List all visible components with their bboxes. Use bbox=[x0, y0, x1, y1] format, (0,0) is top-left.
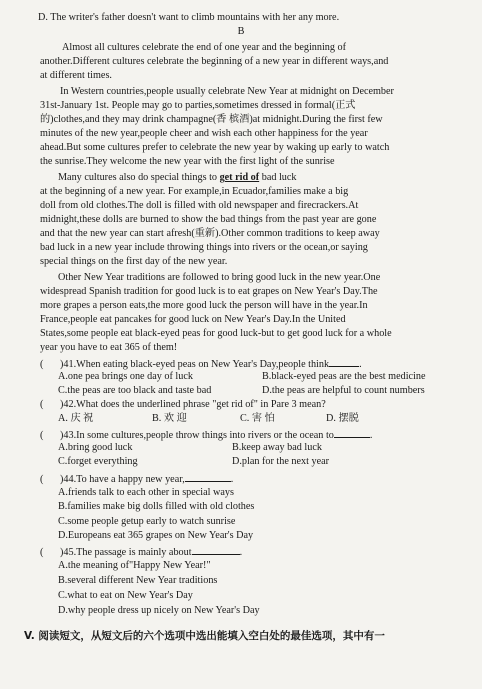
question-stem: )44.To have a happy new year, bbox=[60, 474, 185, 485]
para2-line6: the sunrise.They welcome the new year with the first light of the sunrise bbox=[40, 156, 335, 167]
question-end: . bbox=[230, 474, 234, 485]
q43-option-d: D.plan for the next year bbox=[232, 456, 330, 467]
q41-option-b: B.black-eyed peas are the best medicine bbox=[262, 371, 426, 382]
q44-option-b: B.families make big dolls filled with old clothes bbox=[58, 501, 255, 512]
para3-line1-end: bad luck bbox=[259, 172, 297, 183]
answer-bracket: ( bbox=[40, 547, 44, 558]
para3-line4: midnight,these dolls are burned to show the bad things from the past year are gone bbox=[40, 214, 377, 225]
q43-option-a: A.bring good luck bbox=[58, 442, 133, 453]
q42-option-a: A. 庆 祝 bbox=[58, 413, 94, 424]
para3-line1-text: Many cultures also do special things to bbox=[58, 172, 220, 183]
question-end: . bbox=[239, 547, 243, 558]
para3-line1 bbox=[58, 172, 297, 184]
question-44 bbox=[40, 472, 233, 486]
answer-bracket: ( bbox=[40, 430, 44, 441]
question-stem: )42.What does the underlined phrase "get rid of" in Pare 3 mean? bbox=[60, 399, 326, 410]
option-d-prev: D. The writer's father doesn't want to climb mountains with her any more. bbox=[38, 12, 340, 23]
answer-blank bbox=[185, 472, 231, 482]
para2-line1: In Western countries,people usually celebrate New Year at midnight on December bbox=[60, 86, 394, 97]
question-42 bbox=[40, 399, 326, 411]
para3-line5: and that the new year can start afresh(重新).Other common traditions to keep away bbox=[40, 228, 380, 239]
para4-line4: France,people eat pancakes for good luck on New Year's Day.In the United bbox=[40, 314, 346, 325]
q44-option-c: C.some people getup early to watch sunrise bbox=[58, 516, 236, 527]
para4-line2: widespread Spanish tradition for good luck is to eat grapes on New Year's Day.The bbox=[40, 286, 378, 297]
para4-line1: Other New Year traditions are followed to bring good luck in the new year.One bbox=[58, 272, 381, 283]
q41-option-c: C.the peas are too black and taste bad bbox=[58, 385, 212, 396]
q43-option-b: B.keep away bad luck bbox=[232, 442, 322, 453]
q45-option-a: A.the meaning of"Happy New Year!" bbox=[58, 560, 211, 571]
q42-option-c: C. 害 怕 bbox=[240, 413, 275, 424]
passage-label: B bbox=[237, 26, 245, 37]
para3-line6: bad luck in a new year include throwing things into rivers or the ocean,or saying bbox=[40, 242, 368, 253]
para4-line5: States,some people eat black-eyed peas for good luck-but to get good luck for a whole bbox=[40, 328, 392, 339]
question-45 bbox=[40, 545, 242, 559]
section-v-heading: V. 阅读短文，从短文后的六个选项中选出能填入空白处的最佳选项，其中有一 bbox=[24, 630, 385, 642]
para3-line3: doll from old clothes.The doll is filled with old newspaper and firecrackers.At bbox=[40, 200, 359, 211]
q45-option-c: C.what to eat on New Year's Day bbox=[58, 590, 193, 601]
para1-line2: another.Different cultures celebrate the beginning of a new year in different ways,and bbox=[40, 56, 389, 67]
question-41 bbox=[40, 357, 362, 371]
para1-line3: at different times. bbox=[40, 70, 112, 81]
answer-blank bbox=[334, 428, 370, 438]
q43-option-c: C.forget everything bbox=[58, 456, 138, 467]
answer-blank bbox=[329, 357, 359, 367]
q41-option-d: D.the peas are helpful to count numbers bbox=[262, 385, 425, 396]
q41-option-a: A.one pea brings one day of luck bbox=[58, 371, 193, 382]
answer-bracket: ( bbox=[40, 474, 44, 485]
para4-line6: year you have to eat 365 of them! bbox=[40, 342, 178, 353]
para1-line1: Almost all cultures celebrate the end of one year and the beginning of bbox=[62, 42, 347, 53]
q42-option-b: B. 欢 迎 bbox=[152, 413, 187, 424]
para2-line5: ahead.But some cultures prefer to celebrate the new year by waking up early to watch bbox=[40, 142, 390, 153]
q44-option-d: D.Europeans eat 365 grapes on New Year's Day bbox=[58, 530, 254, 541]
answer-blank bbox=[192, 545, 240, 555]
question-43 bbox=[40, 428, 372, 442]
question-end: . bbox=[359, 359, 362, 370]
question-stem: )41.When eating black-eyed peas on New Year's Day,people think bbox=[60, 359, 330, 370]
question-stem: )45.The passage is mainly about bbox=[60, 547, 192, 558]
question-end: . bbox=[369, 430, 373, 441]
q45-option-b: B.several different New Year traditions bbox=[58, 575, 218, 586]
para2-line3: 的)clothes,and they may drink champagne(香 槟酒)at midnight.During the first few bbox=[40, 114, 383, 125]
para4-line3: more grapes a person eats,the more good luck the person will have in the year.In bbox=[40, 300, 368, 311]
q45-option-d: D.why people dress up nicely on New Year's Day bbox=[58, 605, 260, 616]
para2-line2: 31st-January 1st. People may go to parties,sometimes dressed in formal(正式 bbox=[40, 100, 356, 111]
question-stem: )43.In some cultures,people throw things into rivers or the ocean to bbox=[60, 430, 334, 441]
q44-option-a: A.friends talk to each other in special ways bbox=[58, 487, 234, 498]
para3-line2: at the beginning of a new year. For example,in Ecuador,families make a big bbox=[40, 186, 349, 197]
underlined-phrase: get rid of bbox=[219, 172, 260, 183]
para3-line7: special things on the first day of the new year. bbox=[40, 256, 228, 267]
answer-bracket: ( bbox=[40, 359, 44, 370]
answer-bracket: ( bbox=[40, 399, 44, 410]
para2-line4: minutes of the new year,people cheer and wish each other happiness for the year bbox=[40, 128, 368, 139]
q42-option-d: D. 摆脱 bbox=[326, 413, 359, 424]
